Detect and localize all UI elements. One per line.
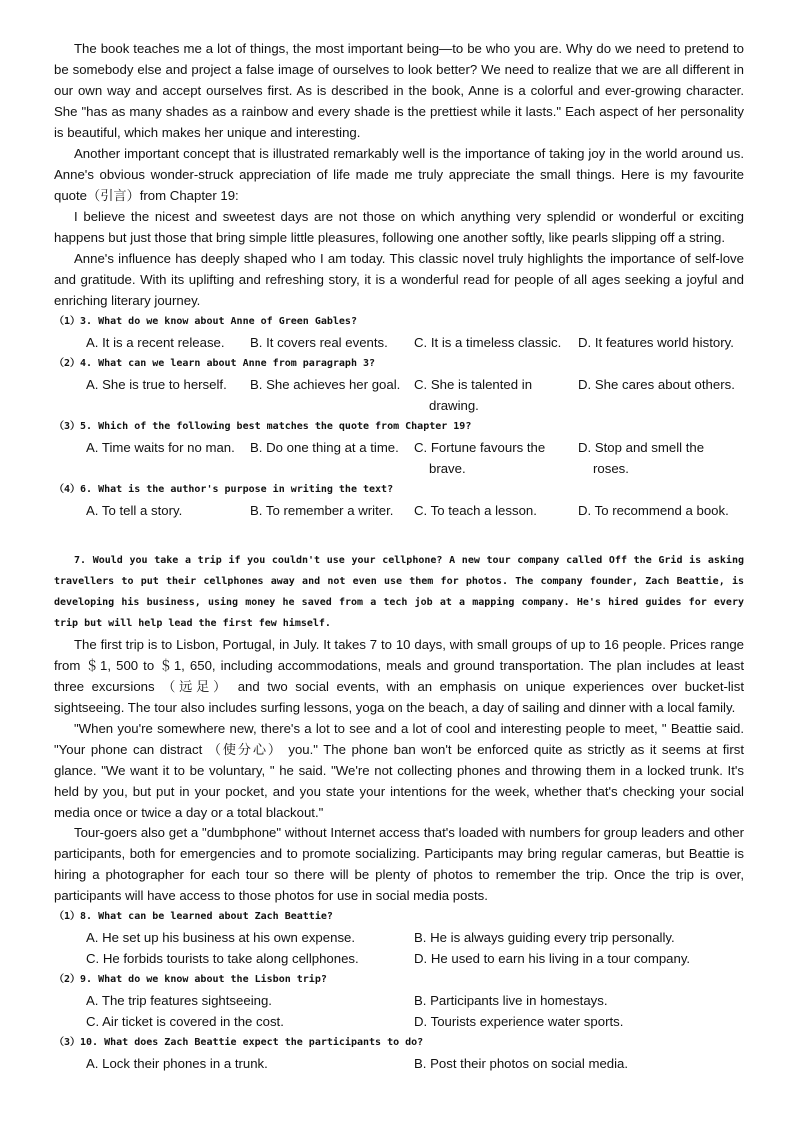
question-6-option-b[interactable]: B. To remember a writer. [250,503,394,518]
question-8-option-b[interactable]: B. He is always guiding every trip personally. [414,930,675,945]
passage1-quote-paragraph: I believe the nicest and sweetest days are not those on which anything very splendid or wonderful or exciting happens but just those that bring simple little pleasures, following one another softly, like pearls slipping off a string. [54,209,744,245]
passage2-intro: 7. Would you take a trip if you couldn't use your cellphone? A new tour company called Off the Grid is asking travellers to put their cellphones away and not even use them for photos. The company founder, Zach Beattie, is developing his business, using money he saved from a tech job at a mapping company. He's hired guides for every trip but will help lead the first few himself. [54,555,744,629]
question-9-option-c[interactable]: C. Air ticket is covered in the cost. [86,1014,284,1029]
passage2-paragraph-2: "When you're somewhere new, there's a lot to see and a lot of cool and interesting people to meet, " Beattie said. "Your phone can distract （使分心） you." The phone ban won't be enforced quite as strictly as it seems at first glance. "We want it to be voluntary, " he said. "We're not collecting phones and throwing them in a locked trunk. It's held by you, but put in your pocket, and you state your intentions for the week, whether that's checking your social media once or twice a day or a total blackout." [54,721,744,820]
question-3-option-d[interactable]: D. It features world history. [578,335,734,350]
question-4-option-c[interactable]: C. She is talented in drawing. [414,377,533,413]
question-3-stem: （1）3. What do we know about Anne of Green Gables? [54,316,357,327]
question-6-option-d[interactable]: D. To recommend a book. [578,503,729,518]
question-9-option-b[interactable]: B. Participants live in homestays. [414,993,608,1008]
question-9-option-a[interactable]: A. The trip features sightseeing. [86,993,272,1008]
question-8-option-a[interactable]: A. He set up his business at his own expense. [86,930,356,945]
question-6-option-c[interactable]: C. To teach a lesson. [414,503,537,518]
question-8-option-c[interactable]: C. He forbids tourists to take along cellphones. [86,951,359,966]
question-4-option-d[interactable]: D. She cares about others. [578,377,735,392]
question-5-option-a[interactable]: A. Time waits for no man. [86,440,235,455]
question-10-stem: （3）10. What does Zach Beattie expect the participants to do? [54,1037,424,1048]
passage1-paragraph-2: Another important concept that is illustrated remarkably well is the importance of taking joy in the world around us. Anne's obvious wonder-struck appreciation of life made me truly appreciate the small things. Here is my favourite quote（引言）from Chapter 19: [54,146,744,203]
question-9-stem: （2）9. What do we know about the Lisbon trip? [54,974,327,985]
question-6-stem: （4）6. What is the author's purpose in writing the text? [54,484,394,495]
question-10-option-b[interactable]: B. Post their photos on social media. [414,1056,629,1071]
question-5-option-d[interactable]: D. Stop and smell the roses. [578,440,705,476]
question-8-stem: （1）8. What can be learned about Zach Beattie? [54,911,333,922]
question-5-stem: （3）5. Which of the following best matches the quote from Chapter 19? [54,421,472,432]
passage2-paragraph-3: Tour-goers also get a "dumbphone" without Internet access that's loaded with numbers for group leaders and other participants, both for emergencies and to promote socializing. Participants may bring regular cameras, but Beattie is hiring a photographer for each tour so there will be plenty of photos to remember the trip. Once the trip is over, participants will have access to those photos for use in social media posts. [54,825,744,903]
passage2-paragraph-1: The first trip is to Lisbon, Portugal, in July. It takes 7 to 10 days, with small groups of up to 16 people. Prices range from ＄1, 500 to ＄1, 650, including accommodations, meals and ground transportation. The plan includes at least three excursions （远足） and two social events, with an emphasis on unique experiences over bucket-list sightseeing. The tour also includes surfing lessons, yoga on the beach, a day of sailing and dinner with a local family. [54,637,744,715]
question-3-option-c[interactable]: C. It is a timeless classic. [414,335,562,350]
question-5-option-b[interactable]: B. Do one thing at a time. [250,440,399,455]
question-10-option-a[interactable]: A. Lock their phones in a trunk. [86,1056,268,1071]
question-6-option-a[interactable]: A. To tell a story. [86,503,183,518]
passage1-paragraph-4: Anne's influence has deeply shaped who I am today. This classic novel truly highlights the importance of self-love and gratitude. With its uplifting and refreshing story, it is a wonderful read for people of all ages seeking a joyful and enriching literary journey. [54,251,744,308]
question-3-option-a[interactable]: A. It is a recent release. [86,335,225,350]
question-4-option-b[interactable]: B. She achieves her goal. [250,377,401,392]
question-4-stem: （2）4. What can we learn about Anne from paragraph 3? [54,358,376,369]
passage1-paragraph-1: The book teaches me a lot of things, the most important being—to be who you are. Why do we need to pretend to be somebody else and project a false image of ourselves to look better? We need to realize that we are all different in our own way and accept ourselves first. As is described in the book, Anne is a colorful and ever-growing character. She "has as many shades as a rainbow and every shade is the prettiest while it lasts." Each aspect of her personality is beautiful, which makes her unique and interesting. [54,41,744,140]
question-9-option-d[interactable]: D. Tourists experience water sports. [414,1014,624,1029]
question-5-option-c[interactable]: C. Fortune favours the brave. [414,440,546,476]
question-8-option-d[interactable]: D. He used to earn his living in a tour company. [414,951,691,966]
question-4-option-a[interactable]: A. She is true to herself. [86,377,227,392]
question-3-option-b[interactable]: B. It covers real events. [250,335,388,350]
